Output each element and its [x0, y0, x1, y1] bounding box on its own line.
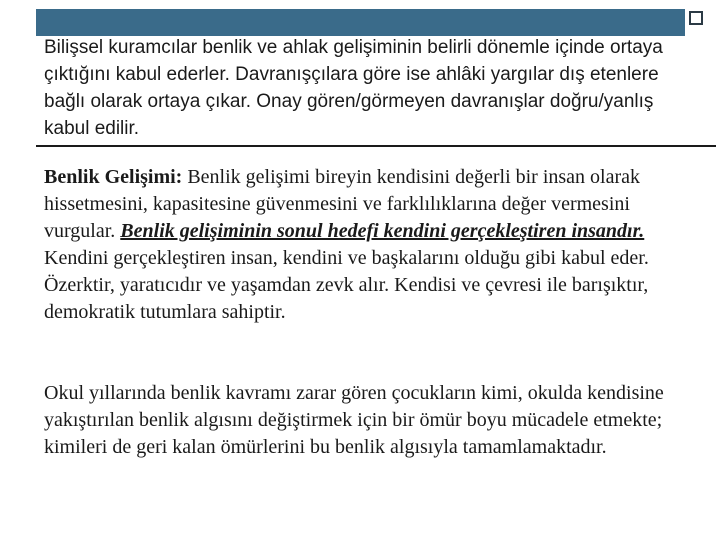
paragraph-2-text-1: Benlik gelişimi bireyin kendisini değerli bir insan olarak hissetmesini, kapasitesine güvenmesini ve farklılıklarına değer vermesini vurgular.: [44, 166, 641, 242]
paragraph-1-region: [44, 30, 684, 144]
corner-square-icon: [689, 11, 703, 25]
paragraph-1: Bilişsel kuramcılar benlik ve ahlak gelişiminin belirli dönemle içinde ortaya çıktığını kabul ederler. Davranışçılara göre ise ahlâki yargılar dış etenlere bağlı olarak ortaya çıkar. Onay gören/görmeyen davranışlar doğru/yanlış kabul edilir.: [44, 37, 663, 139]
paragraph-2-text-2: Kendini gerçekleştiren insan, kendini ve başkalarını olduğu gibi kabul eder. Özerktir, yaratıcıdır ve yaşamdan zevk alır. Kendisi ve çevresi ile barışıktır, demokratik tutumlara sahiptir.: [44, 247, 649, 323]
paragraph-3: Okul yıllarında benlik kavramı zarar gören çocukların kimi, okulda kendisine yakıştırılan benlik algısını değiştirmek için bir ömür boyu mücadele etmekte; kimileri de geri kalan ömürlerini bu benlik algısıyla tamamlamaktadır.: [44, 382, 664, 458]
paragraph-2-heading: Benlik Gelişimi:: [44, 166, 183, 188]
paragraph-2-emphasis: Benlik gelişiminin sonul hedefi kendini gerçekleştiren insandır.: [120, 220, 645, 242]
divider-line: [36, 145, 716, 147]
paragraph-2: [44, 164, 684, 326]
